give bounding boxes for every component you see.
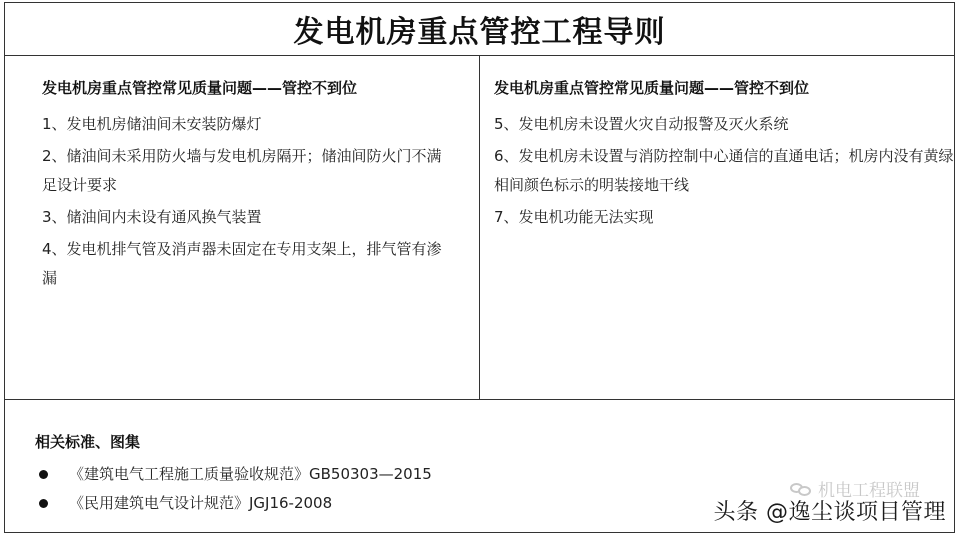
reference-item	[35, 460, 954, 489]
toutiao-watermark-text: 头条 @逸尘谈项目管理	[713, 500, 946, 525]
wechat-watermark-text: 机电工程联盟	[818, 481, 920, 501]
guideline-card	[4, 2, 955, 533]
left-panel	[5, 56, 480, 399]
references-list	[35, 460, 954, 518]
right-issue-list	[494, 110, 954, 232]
right-panel	[480, 56, 954, 399]
issue-item: 1、发电机房储油间未安装防爆灯	[42, 115, 262, 133]
references-section	[5, 400, 954, 534]
issue-item: 3、储油间内未设有通风换气装置	[42, 208, 262, 226]
issue-item: 6、发电机房未设置与消防控制中心通信的直通电话；机房内没有黄绿相间颜色标示的明装接地干线	[494, 147, 954, 194]
issue-item: 2、储油间未采用防火墙与发电机房隔开；储油间防火门不满足设计要求	[42, 147, 442, 194]
issue-item: 7、发电机功能无法实现	[494, 208, 654, 226]
reference-text: 《民用建筑电气设计规范》JGJ16-2008	[69, 494, 333, 512]
title-bar	[5, 3, 954, 56]
reference-item	[35, 489, 954, 518]
reference-text: 《建筑电气工程施工质量验收规范》GB50303—2015	[69, 465, 432, 483]
bullet-icon	[39, 470, 48, 479]
issue-item: 4、发电机排气管及消声器未固定在专用支架上，排气管有渗漏	[42, 240, 442, 287]
right-panel-heading: 发电机房重点管控常见质量问题——管控不到位	[494, 79, 810, 97]
bullet-icon	[39, 499, 48, 508]
left-panel-heading: 发电机房重点管控常见质量问题——管控不到位	[42, 79, 358, 97]
issue-item: 5、发电机房未设置火灾自动报警及灭火系统	[494, 115, 789, 133]
issues-section	[5, 56, 954, 400]
page-title: 发电机房重点管控工程导则	[293, 15, 666, 50]
left-issue-list	[42, 110, 459, 293]
references-heading: 相关标准、图集	[35, 433, 141, 451]
